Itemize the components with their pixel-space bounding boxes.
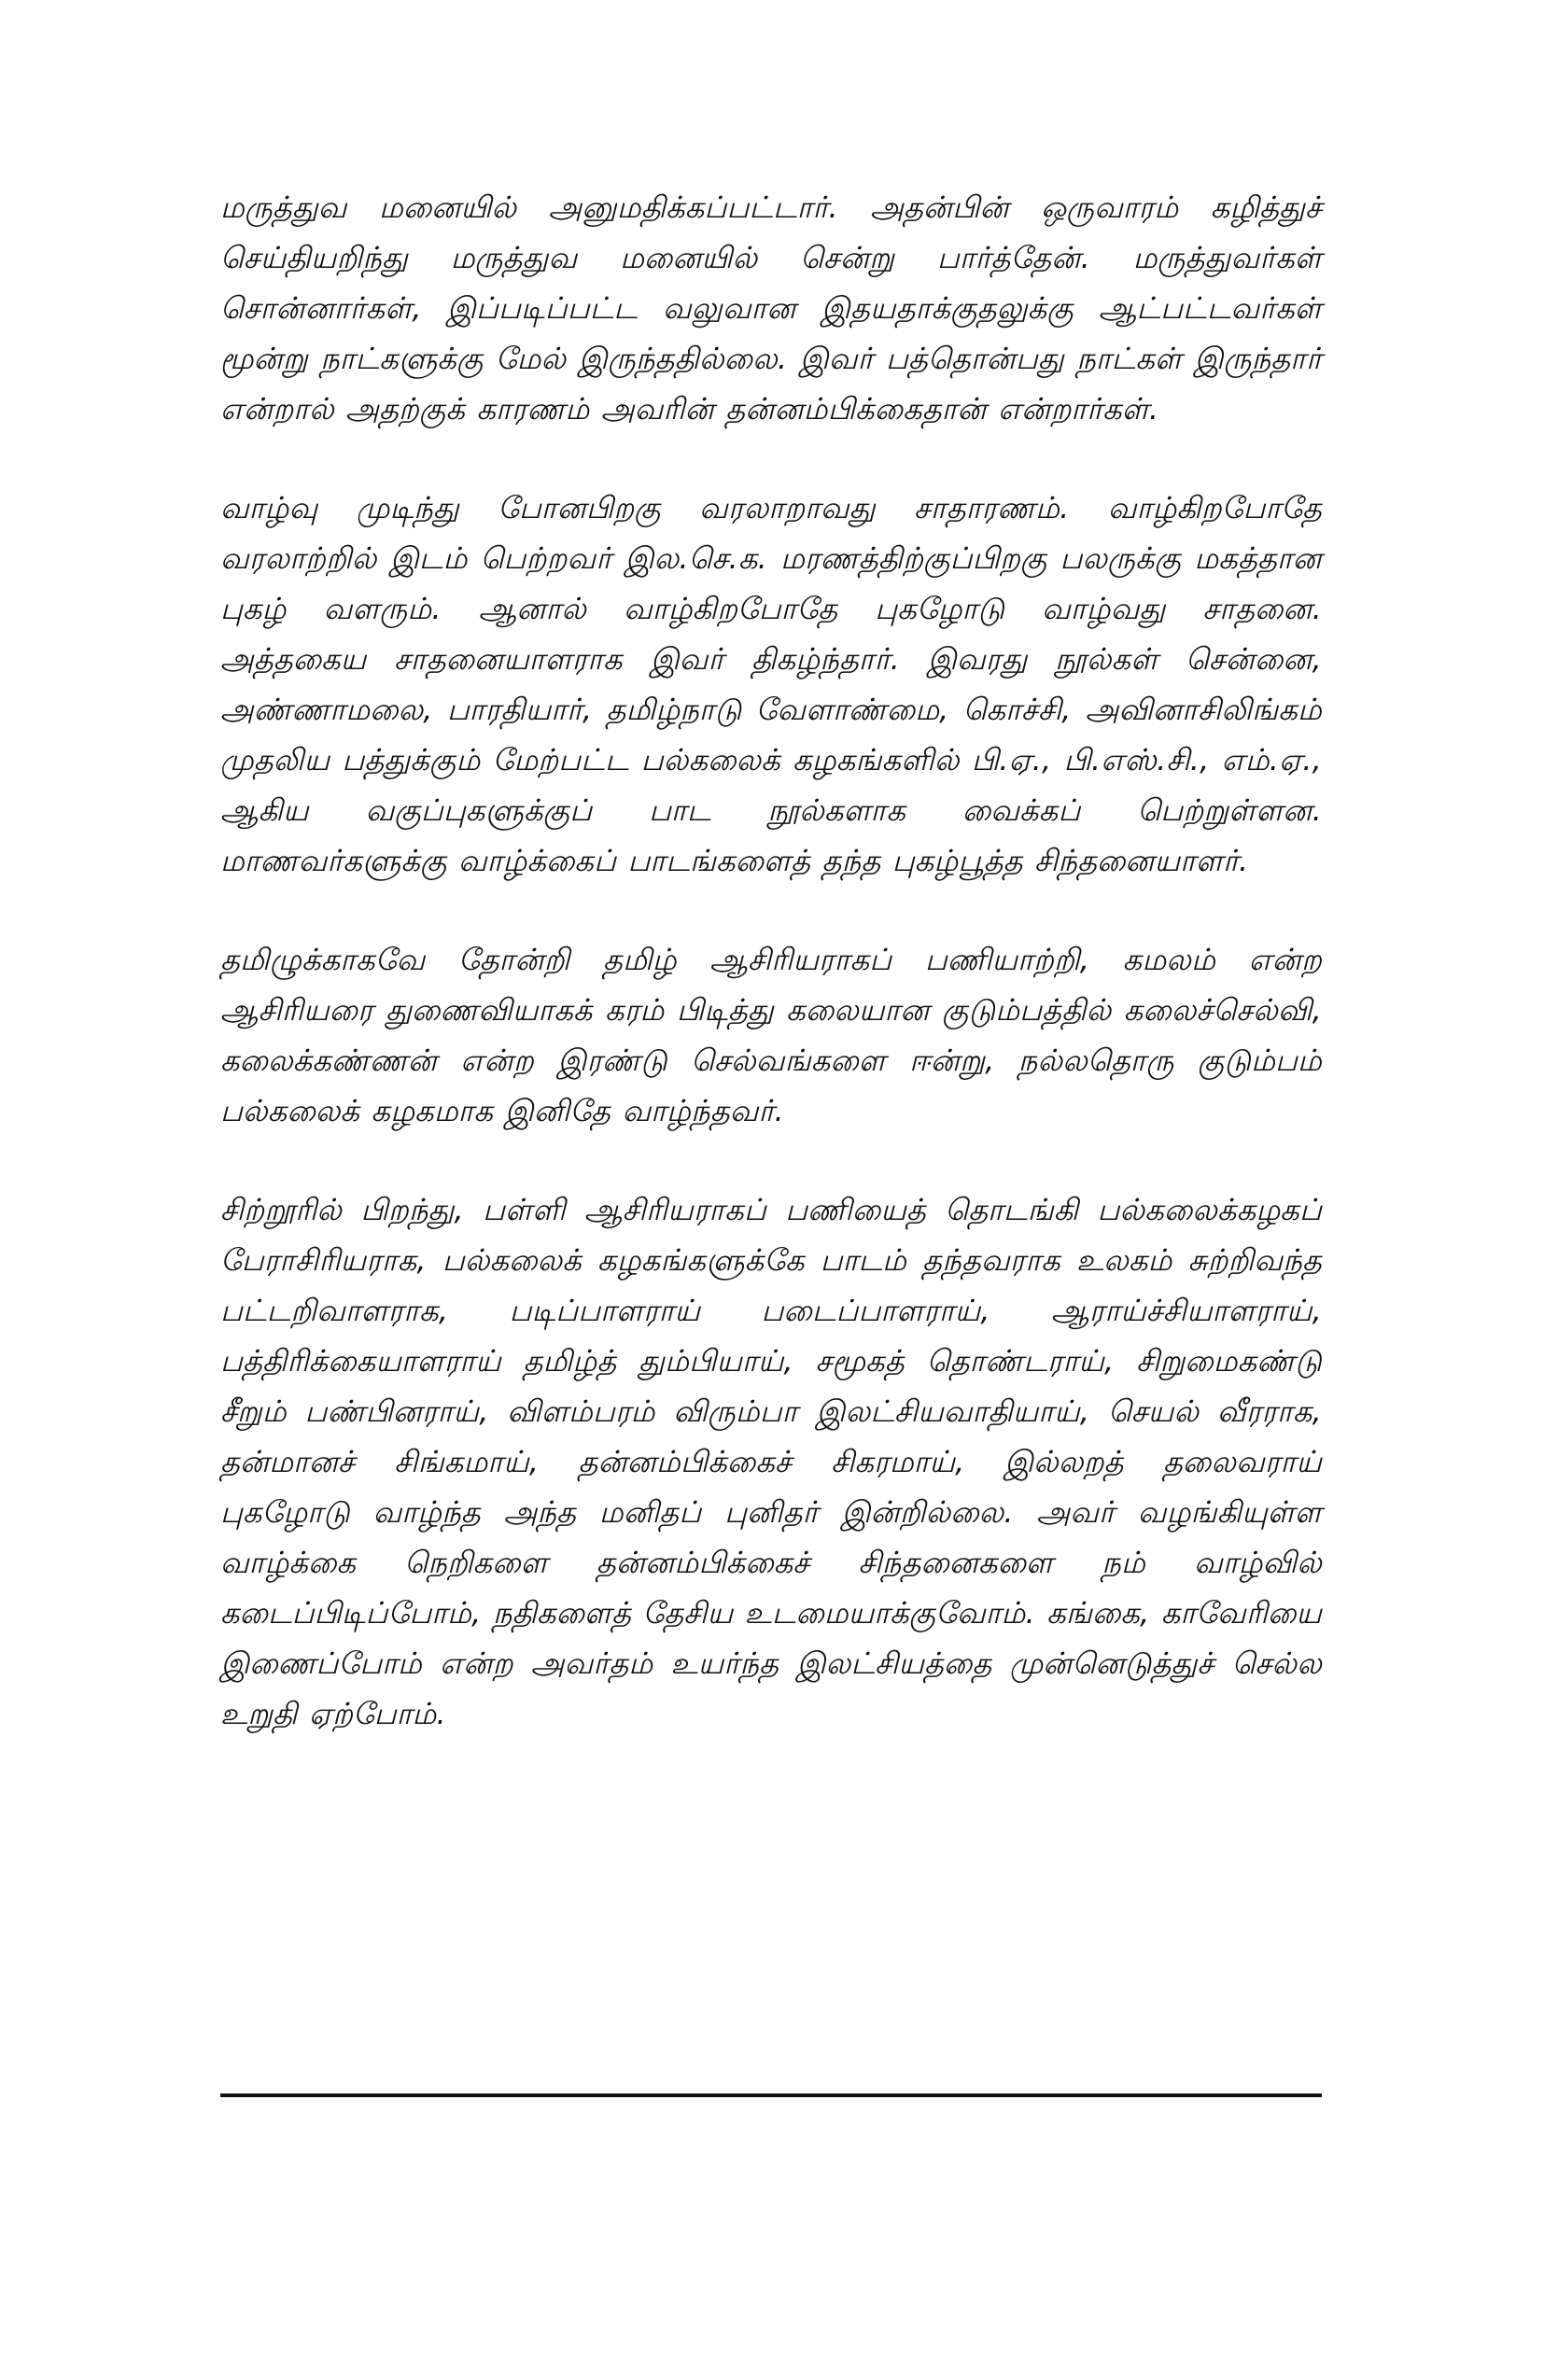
paragraph-2: வாழ்வு முடிந்து போனபிறகு வரலாறாவது சாதாரணம். வாழ்கிறபோதே வரலாற்றில் இடம் பெற்றவர் இல.செ.க. மரணத்திற்குப்பிறகு பலருக்கு மகத்தான புகழ் வளரும். ஆனால் வாழ்கிறபோதே புகழோடு வாழ்வது சாதனை. அத்தகைய சாதனையாளராக இவர் திகழ்ந்தார். இவரது நூல்கள் சென்னை, அண்ணாமலை, பாரதியார், தமிழ்நாடு வேளாண்மை, கொச்சி, அவினாசிலிங்கம் முதலிய பத்துக்கும் மேற்பட்ட பல்கலைக் கழகங்களில் பி.ஏ., பி.எஸ்.சி., எம்.ஏ., ஆகிய வகுப்புகளுக்குப் பாட நூல்களாக வைக்கப் பெற்றுள்ளன. மாணவர்களுக்கு வாழ்க்கைப் பாடங்களைத் தந்த புகழ்பூத்த சிந்தனையாளர்.	[220, 490, 1322, 878]
paragraph-3: தமிழுக்காகவே தோன்றி தமிழ் ஆசிரியராகப் பணியாற்றி, கமலம் என்ற ஆசிரியரை துணைவியாகக் கரம் பிடித்து கலையான குடும்பத்தில் கலைச்செல்வி, கலைக்கண்ணன் என்ற இரண்டு செல்வங்களை ஈன்று, நல்லதொரு குடும்பம் பல்கலைக் கழகமாக இனிதே வாழ்ந்தவர்.	[220, 942, 1322, 1128]
footer-divider	[220, 2093, 1322, 2097]
page-body	[220, 182, 1322, 1787]
paragraph-4: சிற்றூரில் பிறந்து, பள்ளி ஆசிரியராகப் பணியைத் தொடங்கி பல்கலைக்கழகப் பேராசிரியராக, பல்கலைக் கழகங்களுக்கே பாடம் தந்தவராக உலகம் சுற்றிவந்த பட்டறிவாளராக, படிப்பாளராய் படைப்பாளராய், ஆராய்ச்சியாளராய், பத்திரிக்கையாளராய் தமிழ்த் தும்பியாய், சமூகத் தொண்டராய், சிறுமைகண்டு சீறும் பண்பினராய், விளம்பரம் விரும்பா இலட்சியவாதியாய், செயல் வீரராக, தன்மானச் சிங்கமாய், தன்னம்பிக்கைச் சிகரமாய், இல்லறத் தலைவராய் புகழோடு வாழ்ந்த அந்த மனிதப் புனிதர் இன்றில்லை. அவர் வழங்கியுள்ள வாழ்க்கை நெறிகளை தன்னம்பிக்கைச் சிந்தனைகளை நம் வாழ்வில் கடைப்பிடிப்போம், நதிகளைத் தேசிய உடமையாக்குவோம். கங்கை, காவேரியை இணைப்போம் என்ற அவர்தம் உயர்ந்த இலட்சியத்தை முன்னெடுத்துச் செல்ல உறுதி ஏற்போம்.	[220, 1192, 1322, 1731]
paragraph-1: மருத்துவ மனையில் அனுமதிக்கப்பட்டார். அதன்பின் ஒருவாரம் கழித்துச் செய்தியறிந்து மருத்துவ மனையில் சென்று பார்த்தேன். மருத்துவர்கள் சொன்னார்கள், இப்படிப்பட்ட வலுவான இதயதாக்குதலுக்கு ஆட்பட்டவர்கள் மூன்று நாட்களுக்கு மேல் இருந்ததில்லை. இவர் பத்தொன்பது நாட்கள் இருந்தார் என்றால் அதற்குக் காரணம் அவரின் தன்னம்பிக்கைதான் என்றார்கள்.	[220, 189, 1322, 427]
